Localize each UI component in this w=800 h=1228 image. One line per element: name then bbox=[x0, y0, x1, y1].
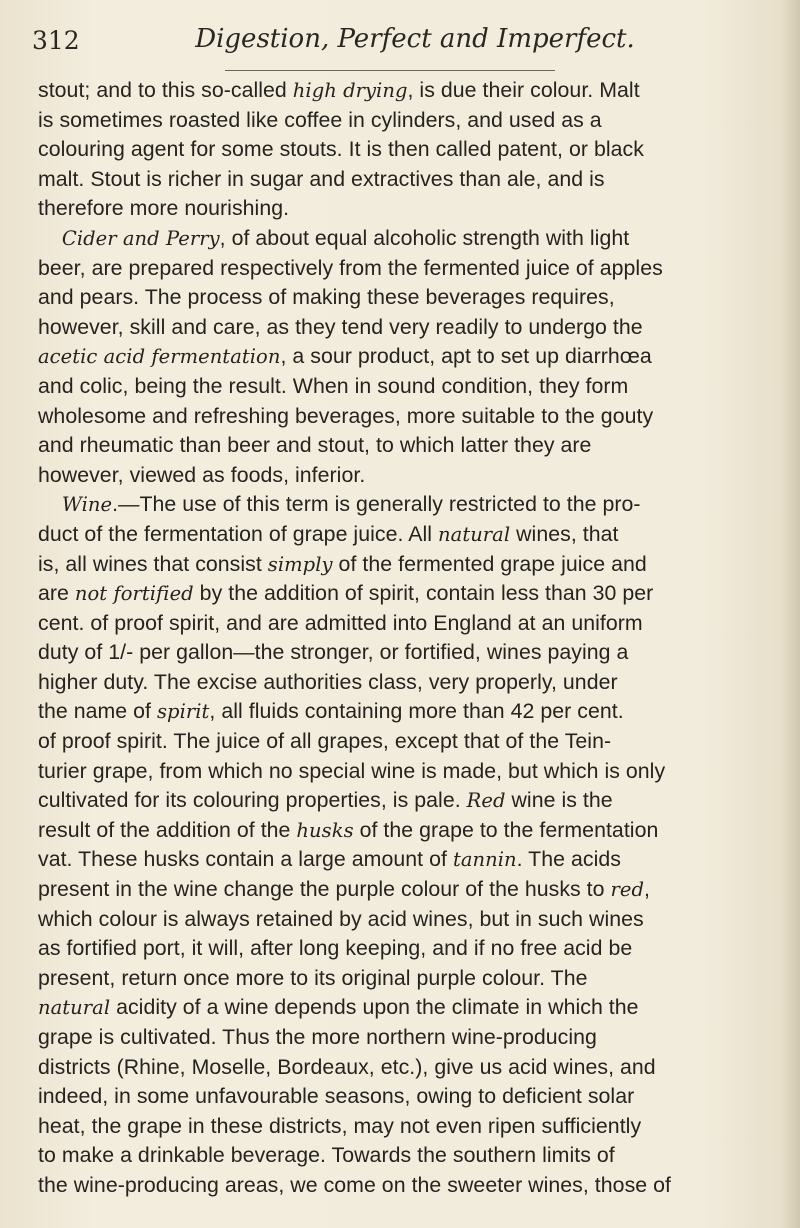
text-run: present, return once more to its original purple colour. The bbox=[38, 965, 588, 990]
text-run: wine is the bbox=[505, 788, 613, 813]
text-line bbox=[38, 313, 758, 343]
text-line bbox=[38, 786, 758, 816]
text-line bbox=[38, 1082, 758, 1112]
text-run: beer, are prepared respectively from the fermented juice of apples bbox=[38, 255, 663, 280]
text-run: of proof spirit. The juice of all grapes, except that of the Tein- bbox=[38, 729, 612, 754]
text-run: . The acids bbox=[516, 847, 621, 872]
text-run bbox=[38, 492, 62, 516]
text-run: vat. These husks contain a large amount of bbox=[38, 847, 453, 872]
text-line bbox=[38, 845, 758, 875]
text-line bbox=[38, 135, 758, 165]
text-run: to make a drinkable beverage. Towards the southern limits of bbox=[38, 1143, 615, 1168]
text-run: wines, that bbox=[510, 521, 619, 546]
text-run: and colic, being the result. When in sound condition, they form bbox=[38, 373, 629, 398]
text-line bbox=[38, 76, 758, 106]
text-run: however, viewed as foods, inferior. bbox=[38, 462, 366, 487]
text-run: are bbox=[38, 581, 75, 606]
italic-term: Red bbox=[466, 789, 506, 813]
text-run: heat, the grape in these districts, may not even ripen sufficiently bbox=[38, 1113, 642, 1138]
text-line bbox=[38, 106, 758, 136]
text-run bbox=[38, 226, 62, 250]
text-run: and rheumatic than beer and stout, to which latter they are bbox=[38, 433, 592, 458]
text-line bbox=[38, 875, 758, 905]
text-run: cultivated for its colouring properties, is pale. bbox=[38, 788, 467, 813]
text-run: turier grape, from which no special wine is made, but which is only bbox=[38, 758, 666, 783]
text-line bbox=[38, 1023, 758, 1053]
page-header bbox=[30, 20, 760, 56]
page-number: 312 bbox=[32, 26, 80, 55]
text-line bbox=[38, 342, 758, 372]
text-line bbox=[38, 372, 758, 402]
text-run: , of about equal alcoholic strength with light bbox=[219, 225, 630, 250]
text-run: therefore more nourishing. bbox=[38, 196, 290, 221]
text-line bbox=[38, 668, 758, 698]
italic-term: acetic acid fermentation bbox=[38, 345, 281, 369]
text-run: and pears. The process of making these beverages requires, bbox=[38, 285, 615, 310]
text-line bbox=[38, 816, 758, 846]
text-run: the wine-producing areas, we come on the sweeter wines, those of bbox=[38, 1172, 671, 1197]
text-run: , bbox=[644, 877, 650, 902]
text-run: of the fermented grape juice and bbox=[332, 551, 647, 576]
text-run: stout; and to this so-called bbox=[38, 78, 293, 102]
text-line bbox=[38, 964, 758, 994]
text-line bbox=[38, 1141, 758, 1171]
text-run: duty of 1/- per gallon—the stronger, or fortified, wines paying a bbox=[38, 640, 629, 665]
text-line bbox=[38, 461, 758, 491]
text-line bbox=[38, 905, 758, 935]
text-line bbox=[38, 431, 758, 461]
text-line bbox=[38, 165, 758, 195]
text-run: , all fluids containing more than 42 per cent. bbox=[209, 699, 624, 724]
text-run: acidity of a wine depends upon the climate in which the bbox=[110, 995, 639, 1020]
text-line bbox=[38, 934, 758, 964]
italic-term: Cider and Perry bbox=[61, 226, 220, 250]
running-title: Digestion, Perfect and Imperfect. bbox=[195, 24, 635, 54]
text-line bbox=[38, 1112, 758, 1142]
text-line bbox=[38, 402, 758, 432]
page-edge-shadow bbox=[782, 0, 800, 1228]
text-run: districts (Rhine, Moselle, Bordeaux, etc.), give us acid wines, and bbox=[38, 1054, 656, 1079]
text-line bbox=[38, 993, 758, 1023]
text-line bbox=[38, 727, 758, 757]
text-line bbox=[38, 638, 758, 668]
italic-term: spirit bbox=[157, 700, 210, 724]
body-text bbox=[38, 76, 758, 1201]
text-run: cent. of proof spirit, and are admitted into England at an uniform bbox=[38, 610, 643, 635]
text-run: the name of bbox=[38, 699, 157, 724]
text-line bbox=[38, 757, 758, 787]
text-run: is sometimes roasted like coffee in cylinders, and used as a bbox=[38, 107, 602, 132]
text-run: higher duty. The excise authorities class, very properly, under bbox=[38, 669, 618, 694]
text-run: by the addition of spirit, contain less than 30 per bbox=[193, 581, 654, 606]
italic-term: not fortified bbox=[74, 582, 194, 606]
text-run: result of the addition of the bbox=[38, 817, 297, 842]
text-run: colouring agent for some stouts. It is then called patent, or black bbox=[38, 137, 644, 162]
text-line bbox=[38, 224, 758, 254]
text-line bbox=[38, 490, 758, 520]
text-run: is, all wines that consist bbox=[38, 551, 268, 576]
italic-term: tannin bbox=[452, 848, 517, 872]
text-run: malt. Stout is richer in sugar and extractives than ale, and is bbox=[38, 166, 605, 191]
text-run: as fortified port, it will, after long keeping, and if no free acid be bbox=[38, 936, 633, 961]
text-line bbox=[38, 520, 758, 550]
text-line bbox=[38, 697, 758, 727]
text-run: wholesome and refreshing beverages, more suitable to the gouty bbox=[38, 403, 654, 428]
italic-term: husks bbox=[296, 818, 354, 842]
text-line bbox=[38, 609, 758, 639]
italic-term: simply bbox=[267, 552, 333, 576]
text-run: which colour is always retained by acid wines, but in such wines bbox=[38, 906, 644, 931]
italic-term: natural bbox=[38, 996, 111, 1020]
italic-term: red bbox=[610, 878, 645, 902]
text-run: present in the wine change the purple colour of the husks to bbox=[38, 877, 611, 902]
italic-term: Wine bbox=[61, 493, 113, 517]
text-run: of the grape to the fermentation bbox=[353, 817, 659, 842]
text-line bbox=[38, 283, 758, 313]
text-run: duct of the fermentation of grape juice. All bbox=[38, 521, 439, 546]
text-line bbox=[38, 194, 758, 224]
text-run: grape is cultivated. Thus the more northern wine-producing bbox=[38, 1025, 597, 1049]
italic-term: natural bbox=[438, 522, 511, 546]
italic-term: high drying bbox=[292, 79, 408, 102]
text-line bbox=[38, 550, 758, 580]
text-run: , a sour product, apt to set up diarrhœa bbox=[280, 344, 652, 369]
text-run: , is due their colour. Malt bbox=[407, 78, 640, 102]
text-line bbox=[38, 579, 758, 609]
text-line bbox=[38, 254, 758, 284]
header-rule bbox=[225, 70, 555, 71]
text-run: however, skill and care, as they tend very readily to undergo the bbox=[38, 314, 643, 339]
text-run: .—The use of this term is generally restricted to the pro- bbox=[112, 492, 641, 517]
text-line bbox=[38, 1171, 758, 1201]
text-run: indeed, in some unfavourable seasons, owing to deficient solar bbox=[38, 1084, 635, 1109]
text-line bbox=[38, 1053, 758, 1083]
